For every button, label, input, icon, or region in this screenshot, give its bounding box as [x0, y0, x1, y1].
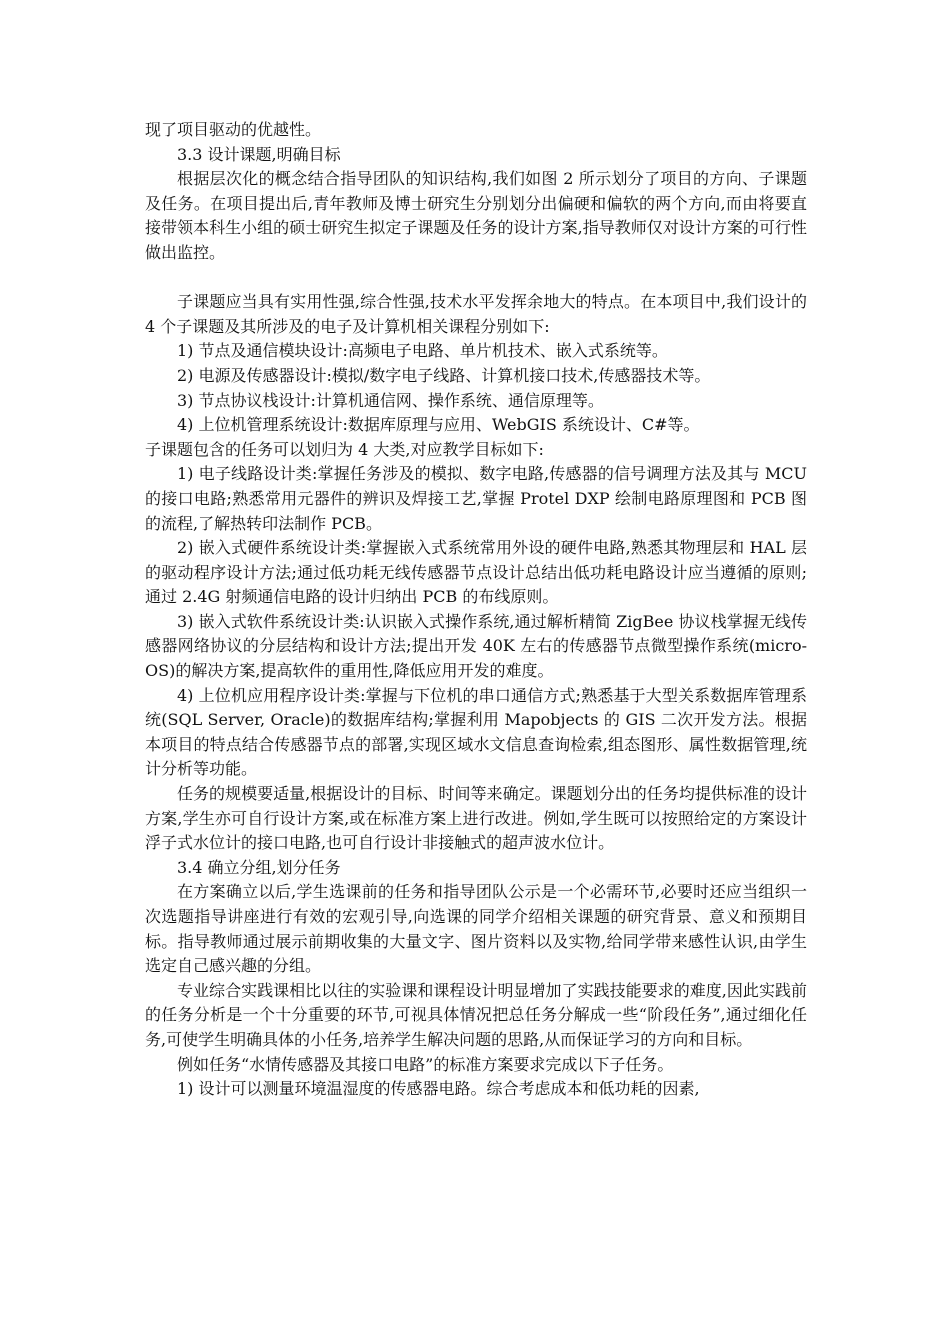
subtopic-item-1: 1) 节点及通信模块设计:高频电子电路、单片机技术、嵌入式系统等。 [177, 341, 668, 361]
section-heading-3-4: 3.4 确立分组,划分任务 [177, 857, 341, 877]
subtopic-item-4: 4) 上位机管理系统设计:数据库原理与应用、WebGIS 系统设计、C#等。 [177, 415, 700, 435]
subtask-item-1: 1) 设计可以测量环境温湿度的传感器电路。综合考虑成本和低功耗的因素, [177, 1079, 700, 1099]
task-category-3: 3) 嵌入式软件系统设计类:认识嵌入式操作系统,通过解析精简 ZigBee 协议栈掌握无线传感器网络协议的分层结构和设计方法;提出开发 40K 左右的传感器节点微型操作系统(micro-OS)的解决方案,提高软件的重用性,降低应用开发的难度。 [145, 611, 807, 681]
task-category-1: 1) 电子线路设计类:掌握任务涉及的模拟、数字电路,传感器的信号调理方法及其与 MCU 的接口电路;熟悉常用元器件的辨识及焊接工艺,掌握 Protel DXP 绘制电路原理图和 PCB 图的流程,了解热转印法制作 PCB。 [145, 464, 807, 533]
blank-line [145, 266, 807, 291]
subtopic-item-3: 3) 节点协议栈设计:计算机通信网、操作系统、通信原理等。 [177, 390, 604, 410]
paragraph-task-categories: 子课题包含的任务可以划归为 4 大类,对应教学目标如下: [145, 439, 544, 459]
paragraph-continuation: 现了项目驱动的优越性。 [145, 120, 322, 139]
paragraph-example-task: 例如任务“水情传感器及其接口电路”的标准方案要求完成以下子任务。 [177, 1054, 674, 1074]
paragraph-grouping: 在方案确立以后,学生选课前的任务和指导团队公示是一个必需环节,必要时还应当组织一次选题指导讲座进行有效的宏观引导,向选课的同学介绍相关课题的研究背景、意义和预期目标。指导教师通过展示前期收集的大量文字、图片资料以及实物,给同学带来感性认识,由学生选定自己感兴趣的分组。 [145, 882, 807, 976]
task-category-2: 2) 嵌入式硬件系统设计类:掌握嵌入式系统常用外设的硬件电路,熟悉其物理层和 HAL 层的驱动程序设计方法;通过低功耗无线传感器节点设计总结出低功耗电路设计应当遵循的原则;通过 2.4G 射频通信电路的设计归纳出 PCB 的布线原则。 [145, 538, 807, 607]
paragraph-project-division: 根据层次化的概念结合指导团队的知识结构,我们如图 2 所示划分了项目的方向、子课题及任务。在项目提出后,青年教师及博士研究生分别划分出偏硬和偏软的两个方向,而由将要直接带领本科生小组的硕士研究生拟定子课题及任务的设计方案,指导教师仅对设计方案的可行性做出监控。 [145, 169, 807, 262]
section-heading-3-3: 3.3 设计课题,明确目标 [177, 144, 341, 164]
paragraph-subtopic-features: 子课题应当具有实用性强,综合性强,技术水平发挥余地大的特点。在本项目中,我们设计的 4 个子课题及其所涉及的电子及计算机相关课程分别如下: [145, 292, 807, 336]
task-category-4: 4) 上位机应用程序设计类:掌握与下位机的串口通信方式;熟悉基于大型关系数据库管理系统(SQL Server, Oracle)的数据库结构;掌握利用 Mapobjects 的 GIS 二次开发方法。根据本项目的特点结合传感器节点的部署,实现区域水文信息查询检索,组态图形、属性数据管理,统计分析等功能。 [145, 685, 807, 779]
document-page [145, 118, 807, 1102]
subtopic-item-2: 2) 电源及传感器设计:模拟/数字电子线路、计算机接口技术,传感器技术等。 [177, 365, 711, 385]
paragraph-task-analysis: 专业综合实践课相比以往的实验课和课程设计明显增加了实践技能要求的难度,因此实践前的任务分析是一个十分重要的环节,可视具体情况把总任务分解成一些“阶段任务”,通过细化任务,可使学生明确具体的小任务,培养学生解决问题的思路,从而保证学习的方向和目标。 [145, 980, 807, 1049]
paragraph-task-scale: 任务的规模要适量,根据设计的目标、时间等来确定。课题划分出的任务均提供标准的设计方案,学生亦可自行设计方案,或在标准方案上进行改进。例如,学生既可以按照给定的方案设计浮子式水位计的接口电路,也可自行设计非接触式的超声波水位计。 [145, 784, 807, 853]
